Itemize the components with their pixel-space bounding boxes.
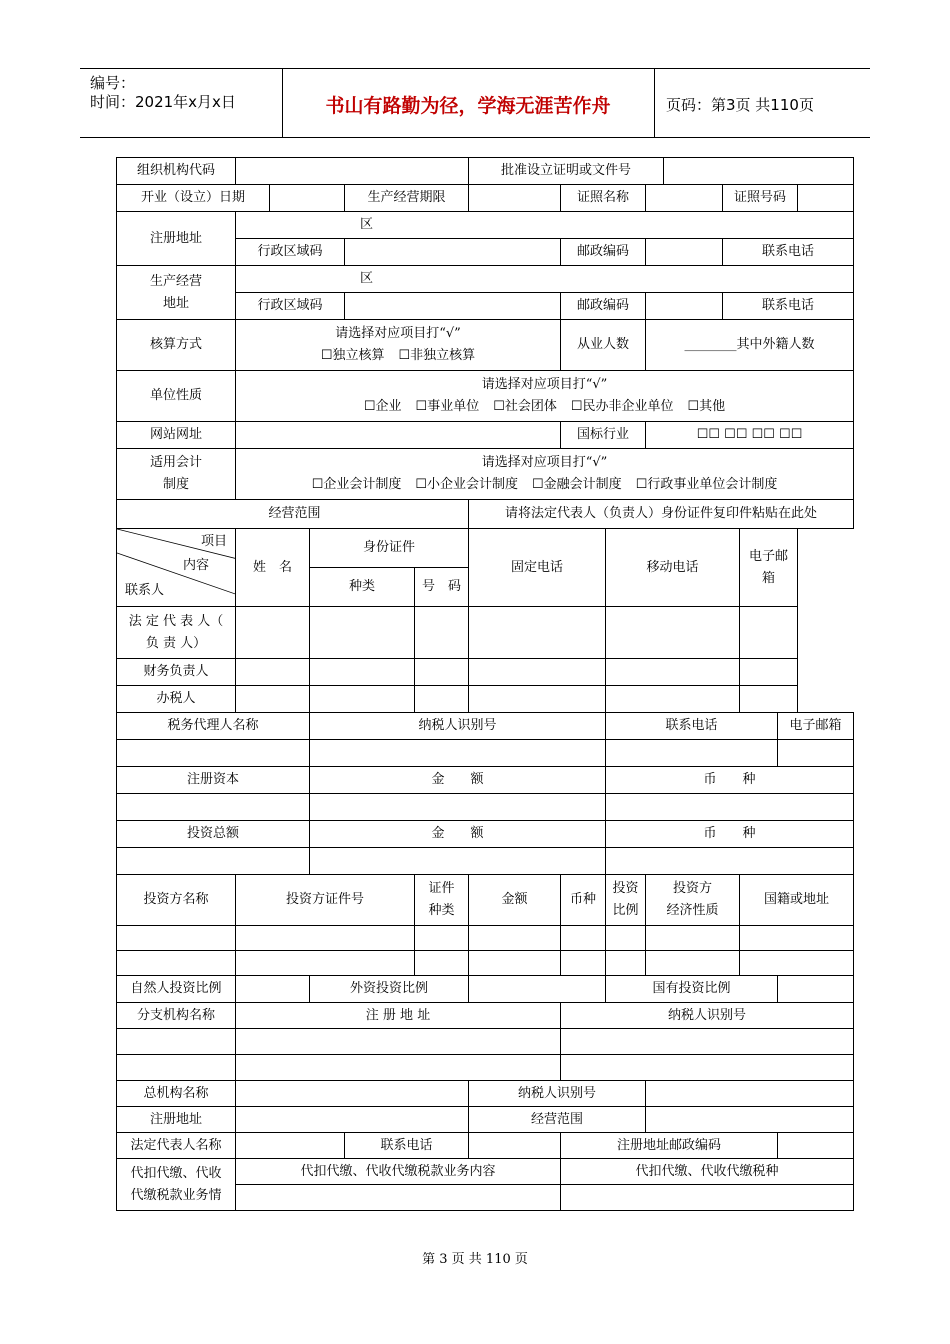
label: 单位性质 — [117, 371, 236, 422]
label: 种类 — [310, 568, 415, 607]
field[interactable] — [310, 848, 606, 875]
field[interactable] — [236, 951, 415, 976]
field[interactable] — [606, 794, 854, 821]
field[interactable] — [606, 848, 854, 875]
label: 金 额 — [310, 821, 606, 848]
admin-code-field[interactable] — [345, 239, 561, 266]
field[interactable] — [740, 659, 798, 686]
field[interactable] — [236, 1107, 469, 1133]
field[interactable] — [606, 740, 778, 767]
label: 批准设立证明或文件号 — [469, 158, 664, 185]
label: 纳税人识别号 — [469, 1081, 646, 1107]
field[interactable] — [310, 659, 415, 686]
id-copy-note: 请将法定代表人（负责人）身份证件复印件粘贴在此处 — [469, 500, 854, 529]
label: 经营范围 — [469, 1107, 646, 1133]
field[interactable] — [236, 1133, 345, 1159]
label: 组织机构代码 — [117, 158, 236, 185]
field[interactable] — [236, 607, 310, 659]
field[interactable] — [415, 659, 469, 686]
industry-code-boxes[interactable]: ☐☐ ☐☐ ☐☐ ☐☐ — [646, 422, 854, 449]
label: 投资方名称 — [117, 875, 236, 926]
license-no-field[interactable] — [798, 185, 854, 212]
label: 国有投资比例 — [606, 976, 778, 1003]
label: 注册地址 — [117, 212, 236, 266]
field[interactable] — [236, 659, 310, 686]
field[interactable] — [740, 926, 854, 951]
label: 注册资本 — [117, 767, 310, 794]
field[interactable] — [778, 1133, 854, 1159]
page-footer: 第 3 页 共 110 页 — [422, 1252, 528, 1267]
label: 纳税人识别号 — [561, 1003, 854, 1029]
unit-nature-options[interactable]: 请选择对应项目打“√” ☐企业 ☐事业单位 ☐社会团体 ☐民办非企业单位 ☐其他 — [236, 371, 854, 422]
label: 法定代表人名称 — [117, 1133, 236, 1159]
label: 电子邮箱 — [740, 529, 798, 607]
field[interactable] — [606, 926, 646, 951]
label: 办税人 — [117, 686, 236, 713]
field[interactable] — [561, 1185, 854, 1211]
label: 证照名称 — [561, 185, 646, 212]
label: 税务代理人名称 — [117, 713, 310, 740]
label: 号 码 — [415, 568, 469, 607]
field[interactable] — [561, 1055, 854, 1081]
label: 行政区域码 — [236, 239, 345, 266]
label: 联系电话 — [723, 239, 854, 266]
open-date-field[interactable] — [270, 185, 345, 212]
org-code-field[interactable] — [236, 158, 469, 185]
label: 代扣代缴、代收 代缴税款业务情 — [117, 1159, 236, 1211]
field[interactable] — [236, 1055, 561, 1081]
label: 适用会计 制度 — [117, 449, 236, 500]
admin-code-field[interactable] — [345, 293, 561, 320]
label: 从业人数 — [561, 320, 646, 371]
field[interactable] — [778, 976, 854, 1003]
label: 金 额 — [310, 767, 606, 794]
label: 姓 名 — [236, 529, 310, 607]
label: 注册地址 — [117, 1107, 236, 1133]
field[interactable] — [117, 926, 236, 951]
code-label: 编号： — [90, 74, 136, 92]
employee-count-field[interactable]: ________其中外籍人数 — [646, 320, 854, 371]
motto: 书山有路勤为径，学海无涯苦作舟 — [325, 95, 611, 117]
header-divider — [654, 69, 655, 137]
label: 外资投资比例 — [310, 976, 469, 1003]
label: 邮政编码 — [561, 293, 646, 320]
label: 法 定 代 表 人（ 负 责 人） — [117, 607, 236, 659]
label: 联系电话 — [723, 293, 854, 320]
label: 电子邮箱 — [778, 713, 854, 740]
field[interactable] — [236, 926, 415, 951]
label: 投资方证件号 — [236, 875, 415, 926]
label: 注册地址邮政编码 — [561, 1133, 778, 1159]
field[interactable] — [310, 740, 606, 767]
field[interactable] — [415, 926, 469, 951]
document-header — [80, 68, 870, 138]
field[interactable] — [646, 1081, 854, 1107]
time-label: 时间：2021年x月x日 — [90, 93, 236, 111]
label: 移动电话 — [606, 529, 740, 607]
label: 投资 比例 — [606, 875, 646, 926]
label: 自然人投资比例 — [117, 976, 236, 1003]
field[interactable] — [561, 1029, 854, 1055]
approval-doc-field[interactable] — [664, 158, 854, 185]
field[interactable] — [236, 686, 310, 713]
field[interactable] — [606, 951, 646, 976]
field[interactable] — [469, 686, 606, 713]
field[interactable] — [469, 607, 606, 659]
label: 核算方式 — [117, 320, 236, 371]
field[interactable] — [415, 607, 469, 659]
label: 邮政编码 — [561, 239, 646, 266]
label: 注 册 地 址 — [236, 1003, 561, 1029]
label: 投资总额 — [117, 821, 310, 848]
district-field[interactable]: 区 — [236, 212, 854, 239]
field[interactable] — [310, 686, 415, 713]
field[interactable] — [606, 607, 740, 659]
website-field[interactable] — [236, 422, 561, 449]
label: 币 种 — [606, 821, 854, 848]
field[interactable] — [310, 607, 415, 659]
label: 币 种 — [606, 767, 854, 794]
field[interactable] — [117, 951, 236, 976]
label: 身份证件 — [310, 529, 469, 568]
field[interactable] — [646, 951, 740, 976]
field[interactable] — [117, 740, 310, 767]
field[interactable] — [415, 951, 469, 976]
tax-registration-form — [116, 157, 854, 1211]
field[interactable] — [236, 1081, 469, 1107]
field[interactable] — [606, 686, 740, 713]
operation-period-field[interactable] — [469, 185, 561, 212]
label: 固定电话 — [469, 529, 606, 607]
field[interactable] — [117, 1029, 236, 1055]
label: 网站网址 — [117, 422, 236, 449]
label: 国籍或地址 — [740, 875, 854, 926]
label: 联系电话 — [345, 1133, 469, 1159]
label: 代扣代缴、代收代缴税种 — [561, 1159, 854, 1185]
field[interactable] — [469, 951, 561, 976]
label: 币种 — [561, 875, 606, 926]
label: 金额 — [469, 875, 561, 926]
label: 证照号码 — [723, 185, 798, 212]
field[interactable] — [740, 686, 798, 713]
label: 纳税人识别号 — [310, 713, 606, 740]
field[interactable] — [646, 926, 740, 951]
diagonal-header-cell: 项目 内容 联系人 — [117, 529, 236, 607]
license-name-field[interactable] — [646, 185, 723, 212]
field[interactable] — [469, 1133, 561, 1159]
field[interactable] — [606, 659, 740, 686]
label: 总机构名称 — [117, 1081, 236, 1107]
field[interactable] — [469, 976, 606, 1003]
page-label: 页码：第3页 共110页 — [666, 96, 814, 114]
label: 国标行业 — [561, 422, 646, 449]
field[interactable] — [415, 686, 469, 713]
field[interactable] — [740, 607, 798, 659]
label: 开业（设立）日期 — [117, 185, 270, 212]
accounting-system-options[interactable]: 请选择对应项目打“√” ☐企业会计制度 ☐小企业会计制度 ☐金融会计制度 ☐行政事业单位会计制度 — [236, 449, 854, 500]
label: 生产经营 地址 — [117, 266, 236, 320]
label: 联系电话 — [606, 713, 778, 740]
field[interactable] — [236, 1029, 561, 1055]
field[interactable] — [117, 1055, 236, 1081]
label: 财务负责人 — [117, 659, 236, 686]
label: 行政区域码 — [236, 293, 345, 320]
label: 代扣代缴、代收代缴税款业务内容 — [236, 1159, 561, 1185]
postal-code-field[interactable] — [646, 239, 723, 266]
postal-code-field[interactable] — [646, 293, 723, 320]
business-scope-label: 经营范围 — [117, 500, 469, 529]
field[interactable] — [236, 1185, 561, 1211]
field[interactable] — [310, 794, 606, 821]
field[interactable] — [561, 951, 606, 976]
label: 分支机构名称 — [117, 1003, 236, 1029]
field[interactable] — [236, 976, 310, 1003]
label: 生产经营期限 — [345, 185, 469, 212]
district-field[interactable]: 区 — [236, 266, 854, 293]
field[interactable] — [117, 848, 310, 875]
label: 证件 种类 — [415, 875, 469, 926]
field[interactable] — [740, 951, 854, 976]
field[interactable] — [561, 926, 606, 951]
field[interactable] — [469, 659, 606, 686]
accounting-options[interactable]: 请选择对应项目打“√” ☐独立核算 ☐非独立核算 — [236, 320, 561, 371]
field[interactable] — [117, 794, 310, 821]
field[interactable] — [469, 926, 561, 951]
label: 投资方 经济性质 — [646, 875, 740, 926]
field[interactable] — [646, 1107, 854, 1133]
field[interactable] — [778, 740, 854, 767]
